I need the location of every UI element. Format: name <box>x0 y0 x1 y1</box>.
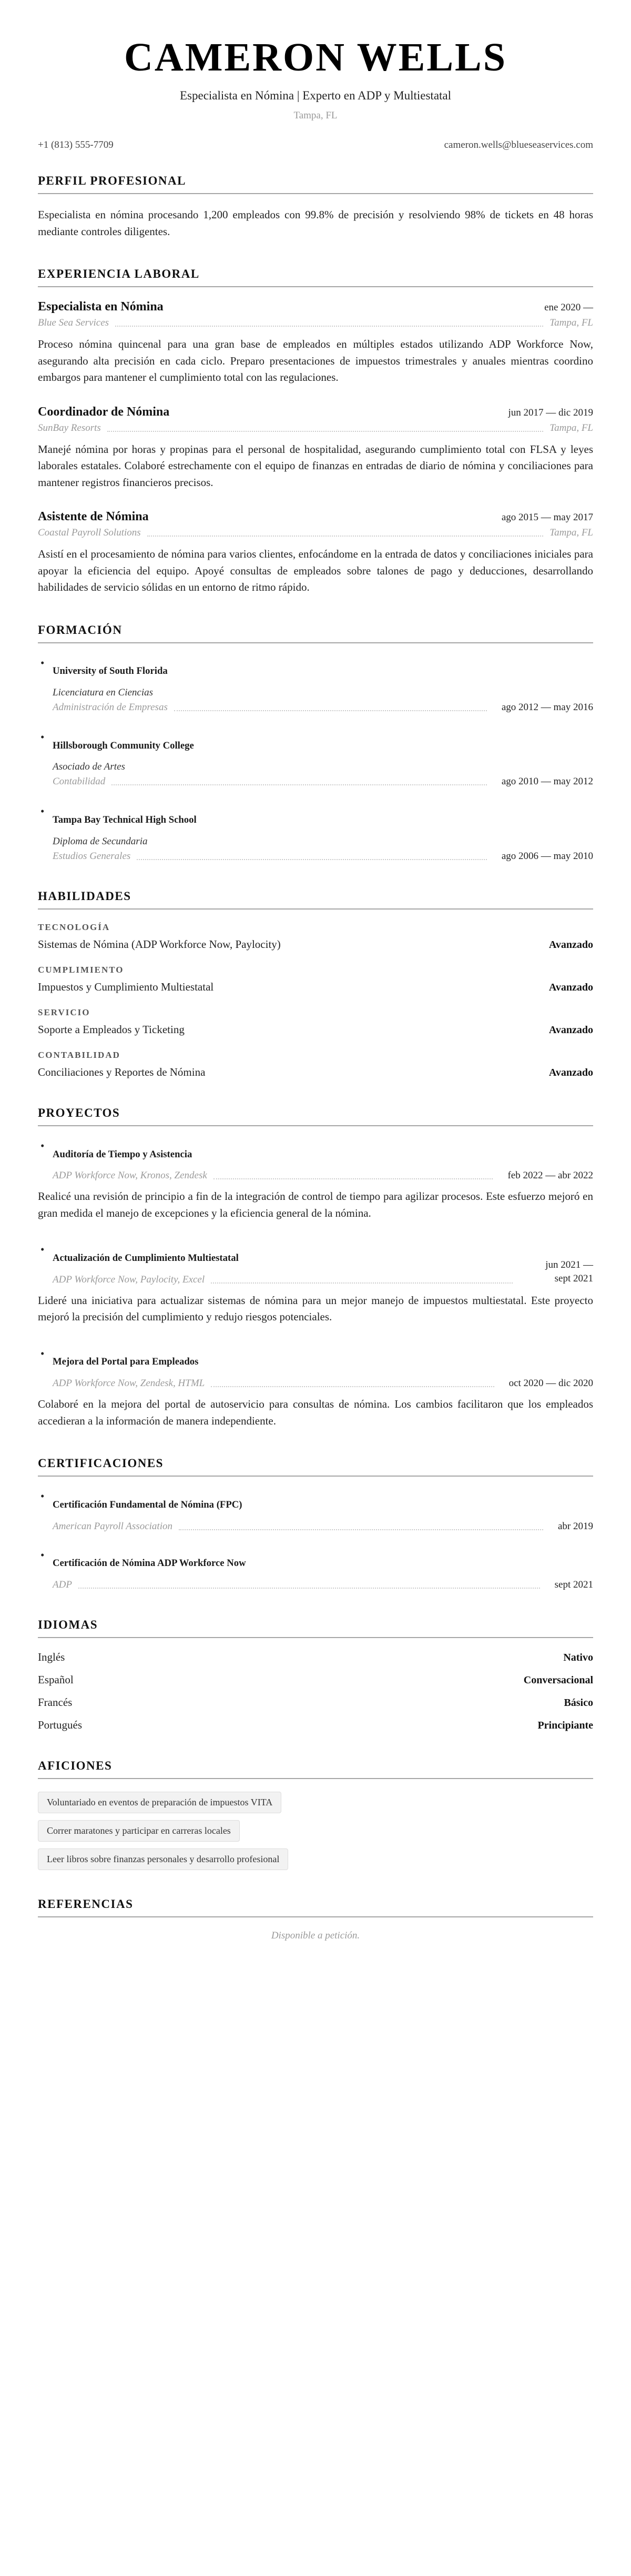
job-location: Tampa, FL <box>549 317 593 328</box>
section-title-certifications: CERTIFICACIONES <box>38 1457 593 1477</box>
project-dates: feb 2022 — abr 2022 <box>507 1170 593 1181</box>
project-description: Realicé una revisión de principio a fin de la integración de control de tiempo para agilizar procesos. Este esfuerzo mejoró en gran medida el manejo de excepciones y la eficiencia general de la nómina. <box>38 1190 593 1219</box>
dotted-leader <box>211 1282 513 1284</box>
language-name: Portugués <box>38 1719 82 1731</box>
section-projects <box>38 1106 593 1429</box>
education-dates: ago 2006 — may 2010 <box>501 850 593 862</box>
skill-category: SERVICIO <box>38 1007 90 1017</box>
skill-category: TECNOLOGÍA <box>38 922 110 932</box>
candidate-location: Tampa, FL <box>293 110 338 121</box>
job-dates: ene 2020 — <box>544 302 593 313</box>
section-title-projects: PROYECTOS <box>38 1106 593 1126</box>
section-title-education: FORMACIÓN <box>38 623 593 643</box>
job-title-row <box>38 510 593 524</box>
email-address: cameron.wells@blueseaservices.com <box>444 139 593 150</box>
dotted-leader <box>174 710 487 711</box>
job-location: Tampa, FL <box>549 527 593 538</box>
dotted-leader <box>78 1588 540 1589</box>
language-row <box>38 1673 593 1686</box>
language-name: Francés <box>38 1696 73 1709</box>
certification-entry <box>38 1548 593 1591</box>
skill-group <box>38 965 593 994</box>
job-entry <box>38 510 593 596</box>
job-location: Tampa, FL <box>549 422 593 433</box>
certification-date: abr 2019 <box>557 1520 593 1532</box>
skill-level: Avanzado <box>548 1024 593 1036</box>
skill-group <box>38 922 593 951</box>
hobby-chip: Voluntariado en eventos de preparación de impuestos VITA <box>38 1792 281 1813</box>
project-name: • Actualización de Cumplimiento Multiestatal <box>53 1252 239 1264</box>
candidate-name: CAMERON WELLS <box>124 35 507 79</box>
section-title-references: REFERENCIAS <box>38 1897 593 1917</box>
job-description: Asistí en el procesamiento de nómina para varios clientes, enfocándome en la entrada de datos y conciliaciones iniciales para apoyar la eficiencia del equipo. Apoyé consultas de empleados sobre talones de pago y deducciones, desarrollando habilidades de servicio sólidas en un entorno de ritmo rápido. <box>38 548 593 593</box>
dotted-leader <box>107 431 543 432</box>
language-level: Principiante <box>537 1720 593 1731</box>
job-title-row <box>38 405 593 419</box>
project-name: • Mejora del Portal para Empleados <box>53 1356 199 1368</box>
job-company-row <box>38 317 593 329</box>
dotted-leader <box>137 859 487 860</box>
school-name: • Tampa Bay Technical High School <box>53 814 197 826</box>
certification-date: sept 2021 <box>554 1579 593 1590</box>
project-dates: jun 2021 — sept 2021 <box>545 1259 593 1285</box>
job-role: Asistente de Nómina <box>38 510 149 523</box>
skill-group <box>38 1050 593 1079</box>
dotted-leader <box>111 784 487 785</box>
job-description: Manejé nómina por horas y propinas para el personal de hospitalidad, asegurando cumplimiento total con FLSA y leyes laborales estatales. Colaboré estrechamente con el equipo de finanzas en entradas de diario de nómina y conciliaciones para mantener registros financieros precisos. <box>38 442 593 489</box>
section-title-skills: HABILIDADES <box>38 890 593 910</box>
dotted-leader <box>179 1529 543 1530</box>
section-references <box>38 1897 593 1942</box>
job-company: Blue Sea Services <box>38 317 109 328</box>
section-languages <box>38 1618 593 1732</box>
language-name: Español <box>38 1673 74 1686</box>
project-tools: ADP Workforce Now, Paylocity, Excel <box>53 1274 205 1285</box>
section-title-experience: EXPERIENCIA LABORAL <box>38 267 593 287</box>
project-description: Lideré una iniciativa para actualizar sistemas de nómina para un mejor manejo de impuestos multiestatal. Este proyecto mejoró la precisión del cumplimiento y redujo riesgos potenciales. <box>38 1294 593 1324</box>
dotted-leader <box>213 1178 493 1179</box>
education-entry <box>38 730 593 787</box>
project-entry <box>38 1139 593 1221</box>
certification-name: • Certificación de Nómina ADP Workforce Now <box>53 1558 246 1569</box>
section-title-languages: IDIOMAS <box>38 1618 593 1638</box>
section-education <box>38 623 593 862</box>
skill-name: Soporte a Empleados y Ticketing <box>38 1023 185 1036</box>
degree: Licenciatura en Ciencias <box>53 686 154 698</box>
phone-number: +1 (813) 555-7709 <box>38 139 114 150</box>
skill-name: Conciliaciones y Reportes de Nómina <box>38 1065 206 1078</box>
education-dates: ago 2010 — may 2012 <box>501 776 593 787</box>
hobby-chip: Leer libros sobre finanzas personales y desarrollo profesional <box>38 1848 288 1870</box>
project-description: Colaboré en la mejora del portal de autoservicio para consultas de nómina. Los cambios facilitaron que los empleados accedieran a la información de manera independiente. <box>38 1398 593 1427</box>
job-company-row <box>38 527 593 539</box>
language-row <box>38 1651 593 1664</box>
education-entry <box>38 804 593 862</box>
project-entry <box>38 1347 593 1429</box>
section-title-hobbies: AFICIONES <box>38 1759 593 1779</box>
skill-level: Avanzado <box>548 981 593 993</box>
dotted-leader <box>211 1386 494 1387</box>
education-dates: ago 2012 — may 2016 <box>501 701 593 713</box>
skill-level: Avanzado <box>548 1066 593 1078</box>
section-title-profile: PERFIL PROFESIONAL <box>38 174 593 194</box>
candidate-tagline: Especialista en Nómina | Experto en ADP y Multiestatal <box>179 89 452 102</box>
language-row <box>38 1696 593 1709</box>
language-level: Conversacional <box>523 1674 593 1686</box>
certification-entry <box>38 1489 593 1532</box>
job-description: Proceso nómina quincenal para una gran base de empleados en múltiples estados utilizando ADP Workforce Now, asegurando alta precisión en cada ciclo. Preparo presentaciones de impuestos trimestrales y anuales mientras coordino embargos para mantener el cumplimiento total con las regulaciones. <box>38 338 593 383</box>
language-name: Inglés <box>38 1651 65 1663</box>
job-company: SunBay Resorts <box>38 422 101 433</box>
skill-group <box>38 1007 593 1036</box>
certification-issuer: ADP <box>53 1579 72 1590</box>
skill-category: CUMPLIMIENTO <box>38 964 124 975</box>
language-level: Nativo <box>563 1652 593 1663</box>
job-role: Coordinador de Nómina <box>38 405 170 419</box>
section-experience <box>38 267 593 596</box>
project-dates: oct 2020 — dic 2020 <box>508 1378 593 1389</box>
job-role: Especialista en Nómina <box>38 300 164 314</box>
certification-name: • Certificación Fundamental de Nómina (FPC) <box>53 1499 242 1510</box>
skill-name: Sistemas de Nómina (ADP Workforce Now, Paylocity) <box>38 937 281 951</box>
job-company: Coastal Payroll Solutions <box>38 527 141 538</box>
school-name: • Hillsborough Community College <box>53 740 194 751</box>
project-tools: ADP Workforce Now, Zendesk, HTML <box>53 1378 205 1389</box>
skill-category: CONTABILIDAD <box>38 1049 120 1060</box>
education-entry <box>38 656 593 713</box>
section-skills <box>38 890 593 1079</box>
job-entry <box>38 405 593 491</box>
dotted-leader <box>147 536 544 537</box>
profile-summary: Especialista en nómina procesando 1,200 empleados con 99.8% de precisión y resolviendo 98% de tickets en 48 horas mediante controles diligentes. <box>38 208 593 238</box>
section-certifications <box>38 1457 593 1591</box>
resume-header <box>38 35 593 151</box>
job-entry <box>38 300 593 386</box>
hobby-chip: Correr maratones y participar en carreras locales <box>38 1820 240 1842</box>
project-entry <box>38 1242 593 1325</box>
certification-issuer: American Payroll Association <box>53 1520 172 1532</box>
school-name: • University of South Florida <box>53 665 168 677</box>
field-of-study: Administración de Empresas <box>53 701 168 713</box>
job-title-row <box>38 300 593 314</box>
skill-name: Impuestos y Cumplimiento Multiestatal <box>38 980 214 993</box>
section-profile <box>38 174 593 240</box>
contact-row <box>38 139 593 151</box>
project-name: • Auditoría de Tiempo y Asistencia <box>53 1148 192 1160</box>
resume-page <box>38 35 593 1942</box>
job-company-row <box>38 422 593 434</box>
field-of-study: Estudios Generales <box>53 850 131 862</box>
references-note: Disponible a petición. <box>271 1930 360 1941</box>
language-row <box>38 1719 593 1732</box>
job-dates: ago 2015 — may 2017 <box>501 512 593 523</box>
project-tools: ADP Workforce Now, Kronos, Zendesk <box>53 1170 207 1181</box>
skill-level: Avanzado <box>548 938 593 951</box>
job-dates: jun 2017 — dic 2019 <box>508 407 593 418</box>
section-hobbies <box>38 1759 593 1870</box>
field-of-study: Contabilidad <box>53 776 106 787</box>
language-level: Básico <box>564 1697 593 1709</box>
degree: Diploma de Secundaria <box>53 835 148 847</box>
degree: Asociado de Artes <box>53 761 125 773</box>
dotted-leader <box>115 326 543 327</box>
